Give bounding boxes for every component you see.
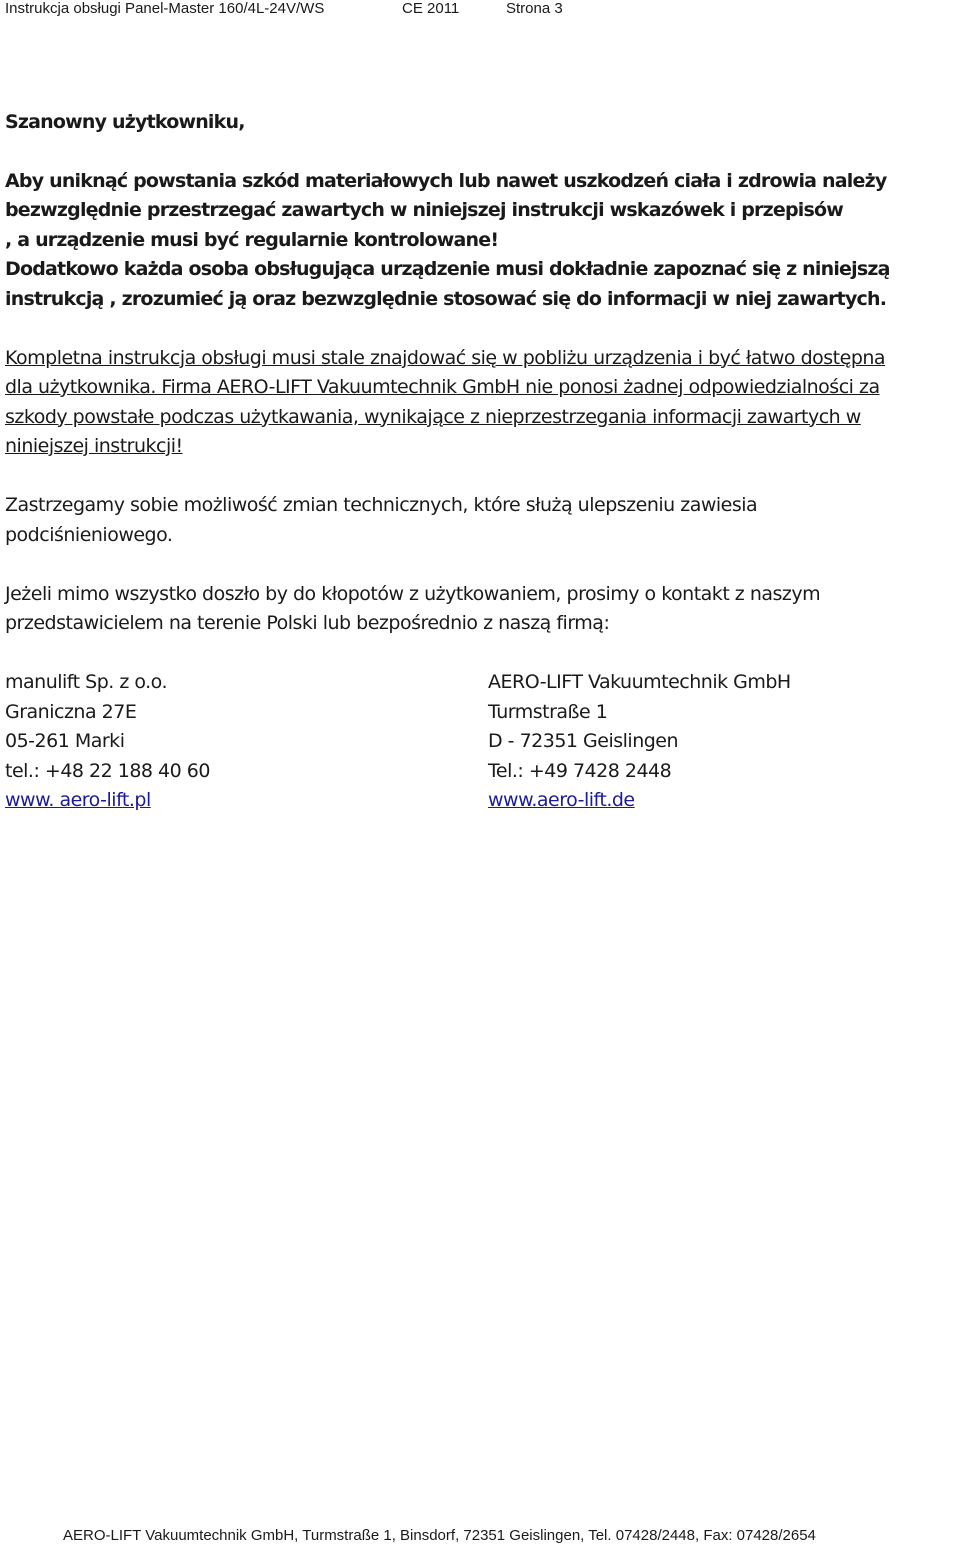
header-document-title: Instrukcja obsługi Panel-Master 160/4L-24V/WS xyxy=(5,0,325,17)
spacer xyxy=(5,462,960,492)
website-link-pl[interactable]: www. aero-lift.pl xyxy=(5,789,151,811)
contact-notice xyxy=(5,580,960,639)
header-page-number: Strona 3 xyxy=(506,0,563,17)
warning-line: instrukcją , zrozumieć ją oraz bezwzględnie stosować się do informacji w niej zawartych. xyxy=(5,287,887,310)
address-phone: Tel.: +49 7428 2448 xyxy=(488,759,672,782)
spacer xyxy=(5,550,960,580)
address-phone: tel.: +48 22 188 40 60 xyxy=(5,759,210,782)
page-footer: AERO-LIFT Vakuumtechnik GmbH, Turmstraße 1, Binsdorf, 72351 Geislingen, Tel. 07428/2448, Fax: 07428/2654 xyxy=(63,1527,816,1544)
address-street: Graniczna 27E xyxy=(5,700,137,723)
liability-line: Kompletna instrukcja obsługi musi stale znajdować się w pobliżu urządzenia i być łatwo dostępna xyxy=(5,346,886,369)
address-company-name: manulift Sp. z o.o. xyxy=(5,671,168,693)
contact-line: przedstawicielem na terenie Polski lub bezpośrednio z naszą firmą: xyxy=(5,612,610,634)
warning-line: Dodatkowo każda osoba obsługująca urządzenie musi dokładnie zapoznać się z niniejszą xyxy=(5,258,890,280)
warning-line: Aby uniknąć powstania szkód materiałowych lub nawet uszkodzeń ciała i zdrowia należy xyxy=(5,169,887,192)
warning-line: , a urządzenie musi być regularnie kontrolowane! xyxy=(5,228,499,251)
page-header xyxy=(5,0,563,18)
website-link-de[interactable]: www.aero-lift.de xyxy=(488,789,635,811)
changes-line: Zastrzegamy sobie możliwość zmian technicznych, które służą ulepszeniu zawiesia xyxy=(5,494,758,516)
addresses xyxy=(5,668,960,816)
address-city: D - 72351 Geislingen xyxy=(488,730,679,752)
technical-changes-notice xyxy=(5,491,960,550)
liability-line: niniejszej instrukcji! xyxy=(5,435,183,457)
liability-line: dla użytkownika. Firma AERO-LIFT Vakuumtechnik GmbH nie ponosi żadnej odpowiedzialności za xyxy=(5,376,880,398)
safety-warning xyxy=(5,167,960,315)
liability-notice xyxy=(5,344,960,462)
spacer xyxy=(5,314,960,344)
address-street: Turmstraße 1 xyxy=(488,700,608,723)
greeting: Szanowny użytkowniku, xyxy=(5,111,245,133)
warning-line: bezwzględnie przestrzegać zawartych w niniejszej instrukcji wskazówek i przepisów xyxy=(5,199,843,221)
address-city: 05-261 Marki xyxy=(5,730,125,752)
spacer xyxy=(5,639,960,669)
contact-line: Jeżeli mimo wszystko doszło by do kłopotów z użytkowaniem, prosimy o kontakt z naszym xyxy=(5,582,821,605)
header-ce-mark: CE 2011 xyxy=(402,0,460,17)
address-germany xyxy=(488,668,948,816)
address-poland xyxy=(5,668,488,816)
changes-line: podciśnieniowego. xyxy=(5,523,173,546)
liability-line: szkody powstałe podczas użytkawania, wynikające z nieprzestrzegania informacji zawartych w xyxy=(5,405,861,428)
address-company-name: AERO-LIFT Vakuumtechnik GmbH xyxy=(488,671,791,693)
page-content xyxy=(5,108,960,816)
